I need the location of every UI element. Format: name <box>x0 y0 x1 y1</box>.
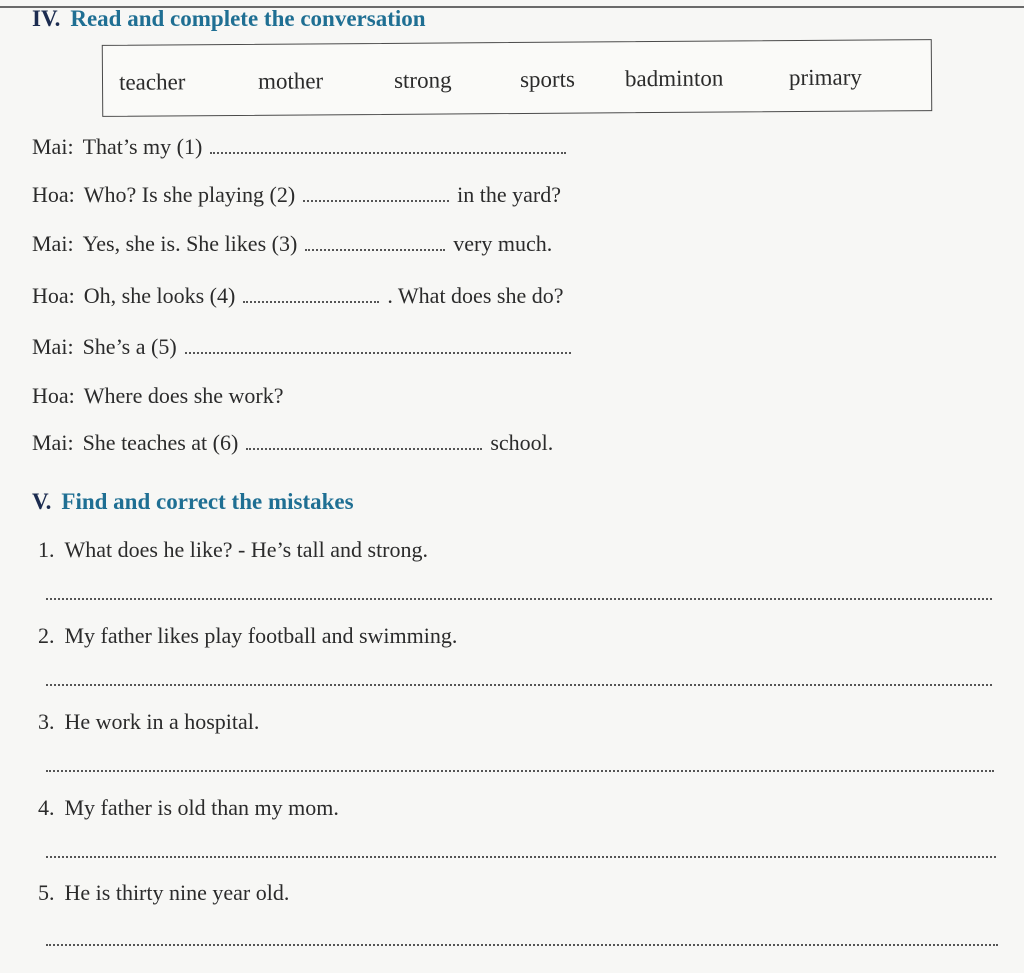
item-text: My father is old than my mom. <box>64 795 339 820</box>
item-text: He work in a hospital. <box>64 709 260 734</box>
item-number: 1. <box>38 537 55 562</box>
speaker: Hoa: <box>32 383 75 408</box>
word-bank-item: primary <box>788 64 862 91</box>
line-text-after: . What does she do? <box>387 283 564 308</box>
line-text-after: school. <box>490 430 554 455</box>
conversation-line <box>32 283 563 309</box>
line-text: She’s a (5) <box>82 334 177 359</box>
word-bank-item: strong <box>393 67 452 93</box>
speaker: Mai: <box>32 334 74 359</box>
speaker: Hoa: <box>32 182 75 207</box>
item-number: 4. <box>38 795 55 820</box>
word-bank-item: teacher <box>118 69 186 95</box>
speaker: Mai: <box>32 231 74 256</box>
answer-line-2[interactable] <box>46 684 992 686</box>
item-number: 2. <box>38 623 55 648</box>
blank-6[interactable] <box>246 447 482 450</box>
item-text: He is thirty nine year old. <box>64 880 290 905</box>
conversation-line <box>32 134 574 160</box>
item-number: 5. <box>38 880 55 905</box>
section-4-heading <box>32 6 426 32</box>
mistake-item <box>38 623 457 649</box>
word-bank <box>102 39 932 117</box>
section-5-heading <box>32 489 354 515</box>
speaker: Hoa: <box>32 283 75 308</box>
section-4-number: IV. <box>32 6 61 31</box>
mistake-item <box>38 537 428 563</box>
conversation-line <box>32 334 579 360</box>
conversation-line <box>32 182 561 208</box>
word-bank-item: mother <box>257 68 324 94</box>
answer-line-3[interactable] <box>46 770 994 772</box>
word-bank-item: badminton <box>624 65 724 92</box>
item-text: My father likes play football and swimming. <box>64 623 458 648</box>
item-text: What does he like? - He’s tall and strong. <box>64 537 429 562</box>
section-4-title: Read and complete the conversation <box>70 6 426 31</box>
line-text: Oh, she looks (4) <box>83 283 236 308</box>
answer-line-4[interactable] <box>46 856 996 858</box>
blank-1[interactable] <box>210 151 566 154</box>
section-5-number: V. <box>32 489 52 514</box>
line-text: That’s my (1) <box>82 134 203 159</box>
line-text-after: very much. <box>453 231 553 256</box>
mistake-item <box>38 795 339 821</box>
blank-3[interactable] <box>305 248 445 251</box>
conversation-line <box>32 383 284 409</box>
blank-5[interactable] <box>185 351 571 354</box>
mistake-item <box>38 709 259 735</box>
blank-4[interactable] <box>243 300 379 303</box>
answer-line-5[interactable] <box>46 944 998 946</box>
item-number: 3. <box>38 709 55 734</box>
blank-2[interactable] <box>303 199 449 202</box>
speaker: Mai: <box>32 134 74 159</box>
word-bank-item: sports <box>519 66 576 92</box>
conversation-line <box>32 231 552 257</box>
line-text-after: in the yard? <box>457 182 562 207</box>
line-text: Who? Is she playing (2) <box>83 182 296 207</box>
line-text: Yes, she is. She likes (3) <box>82 231 298 256</box>
line-text: Where does she work? <box>83 383 284 408</box>
mistake-item <box>38 880 289 906</box>
line-text: She teaches at (6) <box>82 430 239 455</box>
answer-line-1[interactable] <box>46 598 992 600</box>
section-5-title: Find and correct the mistakes <box>61 489 354 514</box>
conversation-line <box>32 430 553 456</box>
speaker: Mai: <box>32 430 74 455</box>
